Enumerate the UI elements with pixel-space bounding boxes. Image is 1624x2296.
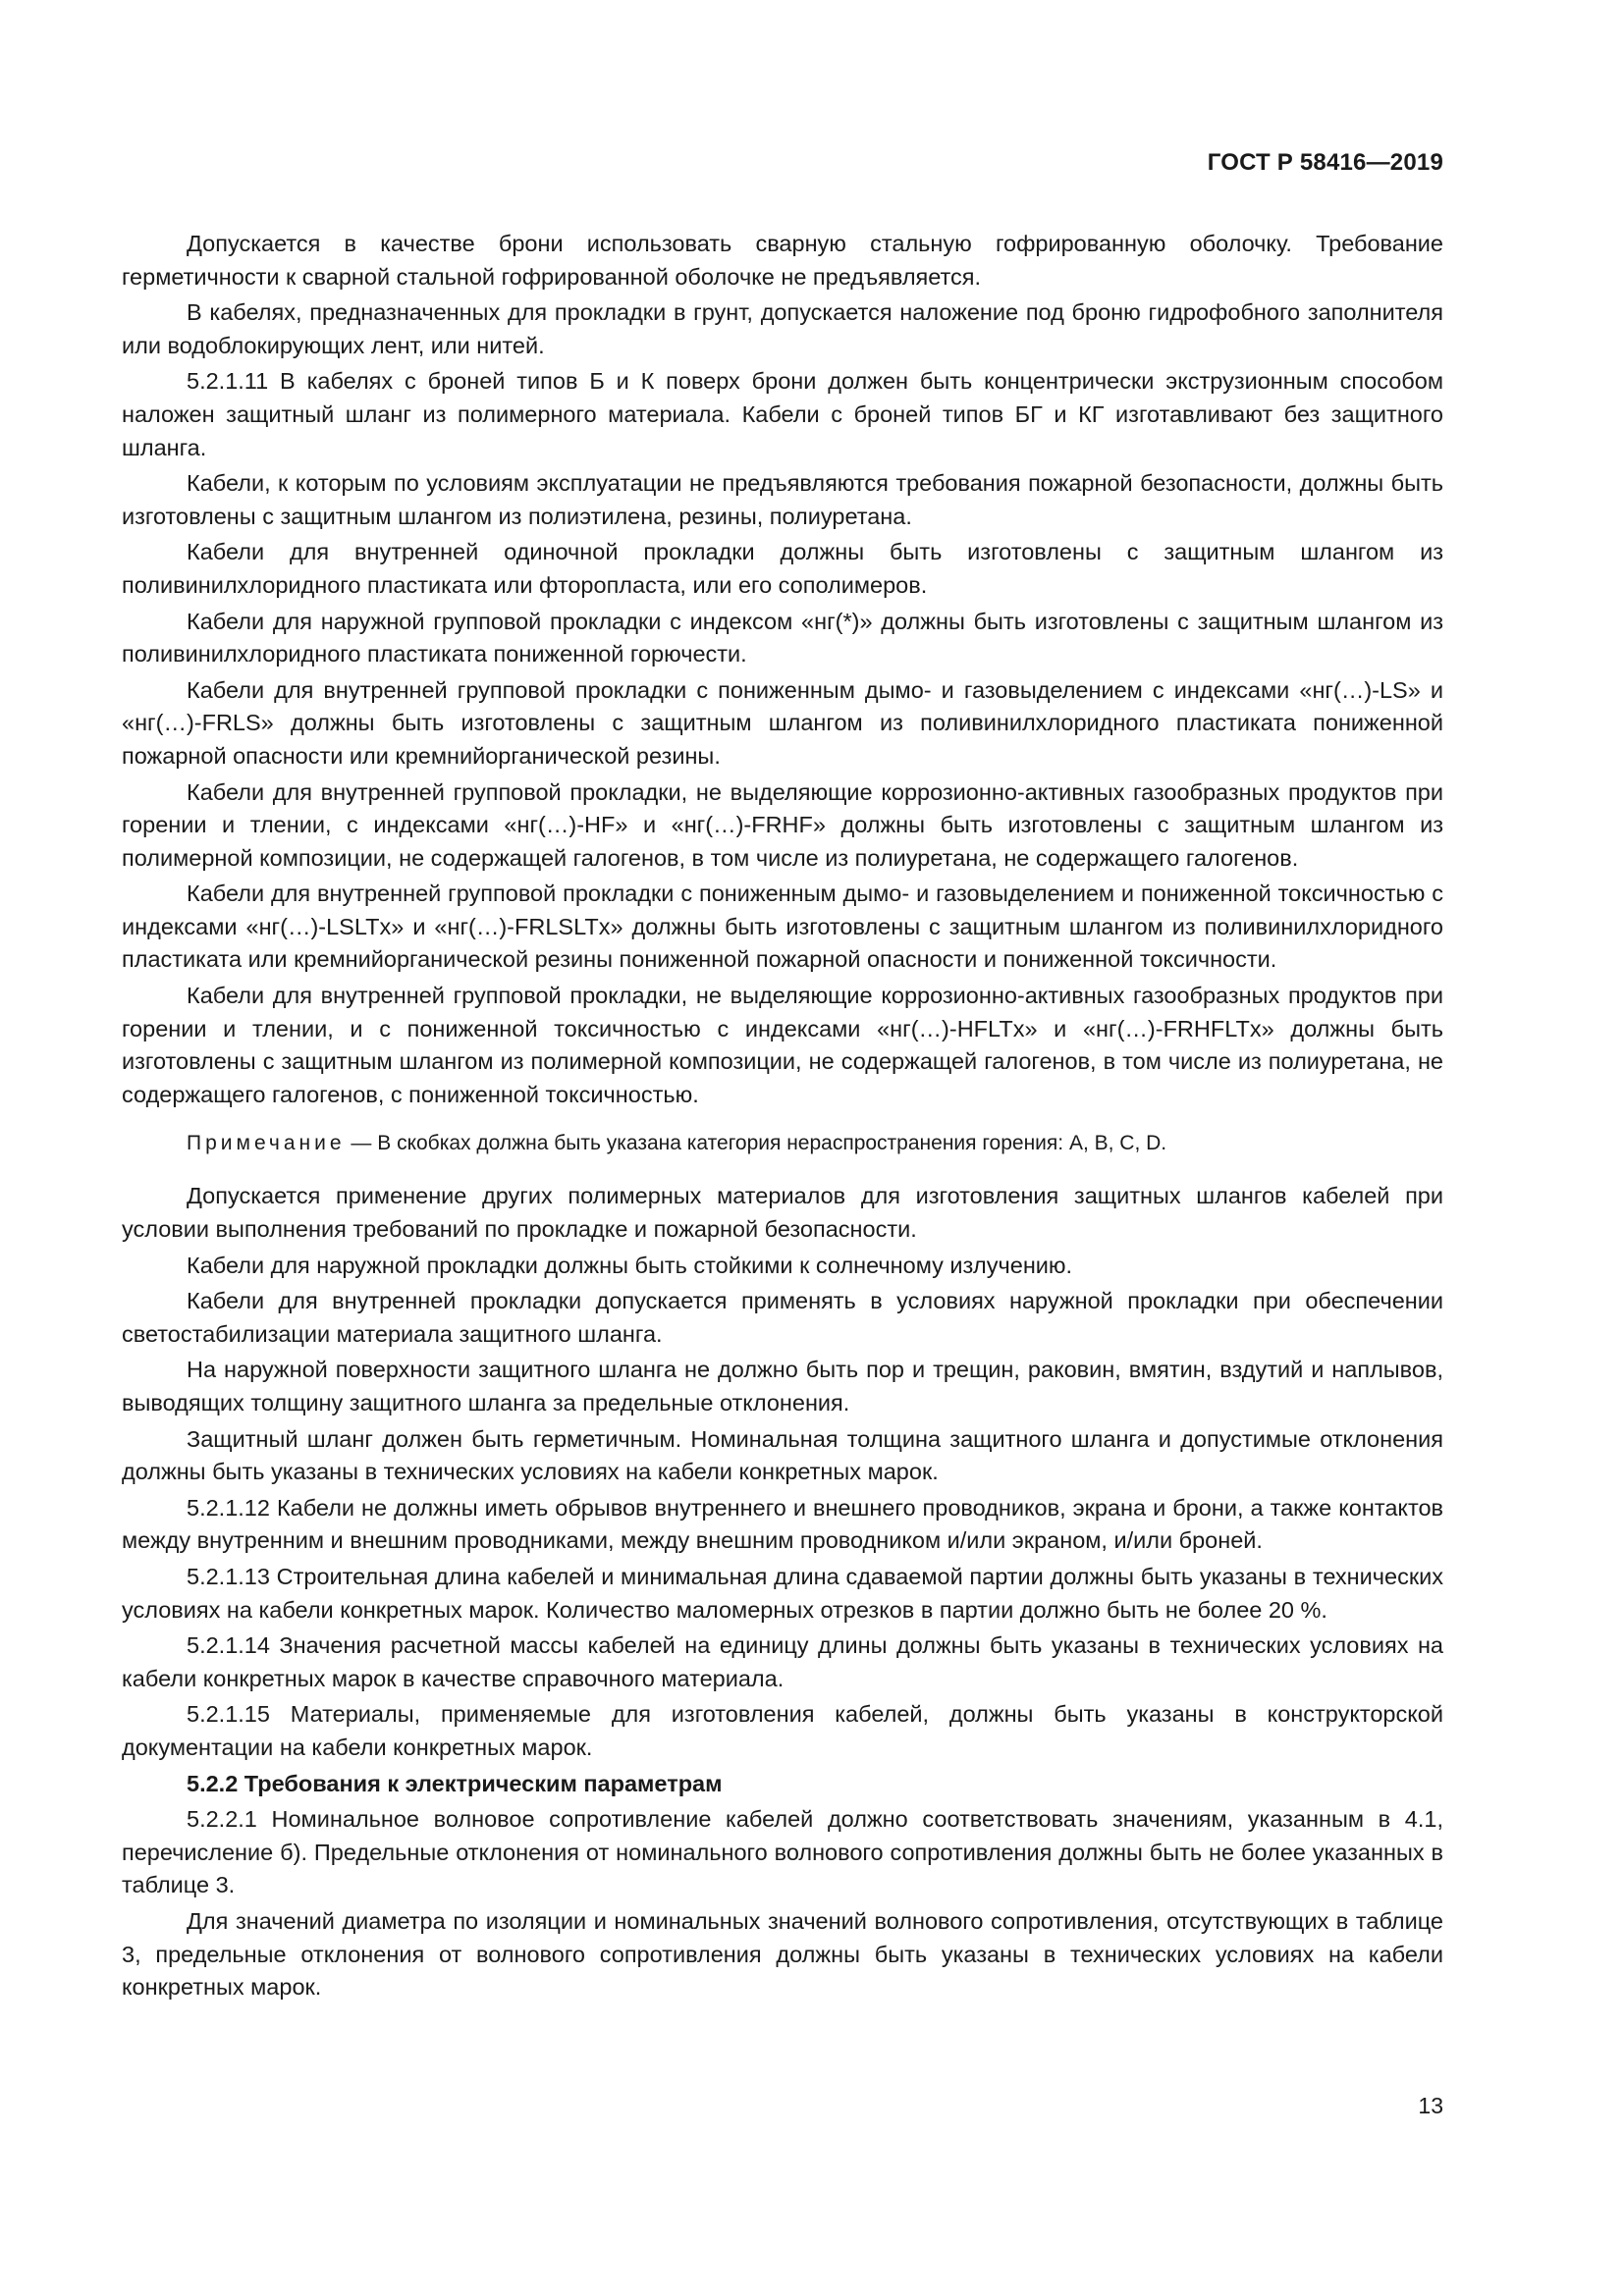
document-code-header: ГОСТ Р 58416—2019 <box>1207 149 1443 176</box>
paragraph-13: Кабели для внутренней прокладки допускается применять в условиях наружной прокладки при обеспечении светостабилизации материала защитного шланга. <box>122 1288 1443 1347</box>
page-number: 13 <box>1418 2093 1443 2118</box>
paragraph-9: Кабели для внутренней групповой прокладки с пониженным дымо- и газовыделением и пониженной токсичностью с индексами «нг(…)-LSLTx» и «нг(…)-FRLSLTx» должны быть изготовлены с защитным шлангом из поливинилхлоридного пластиката или кремнийорганической резины пониженной пожарной опасности и пониженной токсичности. <box>122 881 1443 973</box>
section-heading-5-2-2: 5.2.2 Требования к электрическим параметрам <box>187 1770 723 1796</box>
paragraph-11: Допускается применение других полимерных материалов для изготовления защитных шлангов кабелей при условии выполнения требований по прокладке и пожарной безопасности. <box>122 1183 1443 1243</box>
paragraph-8: Кабели для внутренней групповой прокладки, не выделяющие коррозионно-активных газообразных продуктов при горении и тлении, с индексами «нг(…)-HF» и «нг(…)-FRHF» должны быть изготовлены с защитным шлангом из полимерной композиции, не содержащей галогенов, в том числе из полиуретана, не содержащего галогенов. <box>122 778 1443 871</box>
note-label: Примечание <box>187 1132 346 1155</box>
paragraph-5-2-1-13: 5.2.1.13 Строительная длина кабелей и минимальная длина сдаваемой партии должны быть указаны в технических условиях на кабели конкретных марок. Количество маломерных отрезков в партии должно быть не более 20 %. <box>122 1563 1443 1623</box>
paragraph-12: Кабели для наружной прокладки должны быть стойкими к солнечному излучению. <box>187 1252 1073 1278</box>
note <box>122 1129 1443 1158</box>
paragraph-final: Для значений диаметра по изоляции и номинальных значений волнового сопротивления, отсутствующих в таблице 3, предельные отклонения от волнового сопротивления должны быть указаны в технических условиях на кабели конкретных марок. <box>122 1907 1443 2001</box>
paragraph-4: Кабели, к которым по условиям эксплуатации не предъявляются требования пожарной безопасности, должны быть изготовлены с защитным шлангом из полиэтилена, резины, полиуретана. <box>122 470 1443 529</box>
paragraph-5-2-1-11: 5.2.1.11 В кабелях с броней типов Б и К поверх брони должен быть концентрически экструзионным способом наложен защитный шланг из полимерного материала. Кабели с броней типов БГ и КГ изготавливают без защитного шланга. <box>122 368 1443 460</box>
paragraph-14: На наружной поверхности защитного шланга не должно быть пор и трещин, раковин, вмятин, вздутий и наплывов, выводящих толщину защитного шланга за предельные отклонения. <box>122 1357 1443 1415</box>
paragraph-10: Кабели для внутренней групповой прокладки, не выделяющие коррозионно-активных газообразных продуктов при горении и тлении, и с пониженной токсичностью с индексами «нг(…)-HFLTx» и «нг(…)-FRHFLTx» должны быть изготовлены с защитным шлангом из полимерной композиции, не содержащей галогенов, в том числе из полиуретана, не содержащего галогенов, с пониженной токсичностью. <box>122 983 1443 1107</box>
paragraph-7: Кабели для внутренней групповой прокладки с пониженным дымо- и газовыделением с индексами «нг(…)-LS» и «нг(…)-FRLS» должны быть изготовлены с защитным шлангом из поливинилхлоридного пластиката пониженной пожарной опасности или кремнийорганической резины. <box>122 676 1443 769</box>
paragraph-15: Защитный шланг должен быть герметичным. Номинальная толщина защитного шланга и допустимые отклонения должны быть указаны в технических условиях на кабели конкретных марок. <box>122 1425 1443 1485</box>
paragraph-1: Допускается в качестве брони использовать сварную стальную гофрированную оболочку. Требование герметичности к сварной стальной гофрированной оболочке не предъявляется. <box>122 231 1443 290</box>
document-body <box>122 228 1443 2007</box>
paragraph-5-2-1-12: 5.2.1.12 Кабели не должны иметь обрывов внутреннего и внешнего проводников, экрана и брони, а также контактов между внутренним и внешним проводниками, между внешним проводником и/или экраном, и/или броней. <box>122 1494 1443 1554</box>
paragraph-5-2-1-15: 5.2.1.15 Материалы, применяемые для изготовления кабелей, должны быть указаны в конструкторской документации на кабели конкретных марок. <box>122 1701 1443 1760</box>
paragraph-5-2-2-1: 5.2.2.1 Номинальное волновое сопротивление кабелей должно соответствовать значениям, указанным в 4.1, перечисление б). Предельные отклонения от номинального волнового сопротивления должны быть не более указанных в таблице 3. <box>122 1806 1443 1898</box>
paragraph-5-2-1-14: 5.2.1.14 Значения расчетной массы кабелей на единицу длины должны быть указаны в технических условиях на кабели конкретных марок в качестве справочного материала. <box>122 1632 1443 1691</box>
paragraph-5: Кабели для внутренней одиночной прокладки должны быть изготовлены с защитным шлангом из поливинилхлоридного пластиката или фторопласта, или его сополимеров. <box>122 539 1443 598</box>
paragraph-2: В кабелях, предназначенных для прокладки в грунт, допускается наложение под броню гидрофобного заполнителя или водоблокирующих лент, или нитей. <box>122 299 1443 358</box>
paragraph-6: Кабели для наружной групповой прокладки с индексом «нг(*)» должны быть изготовлены с защитным шлангом из поливинилхлоридного пластиката пониженной горючести. <box>122 608 1443 667</box>
note-text: — В скобках должна быть указана категория нераспространения горения: A, B, C, D. <box>345 1132 1167 1155</box>
